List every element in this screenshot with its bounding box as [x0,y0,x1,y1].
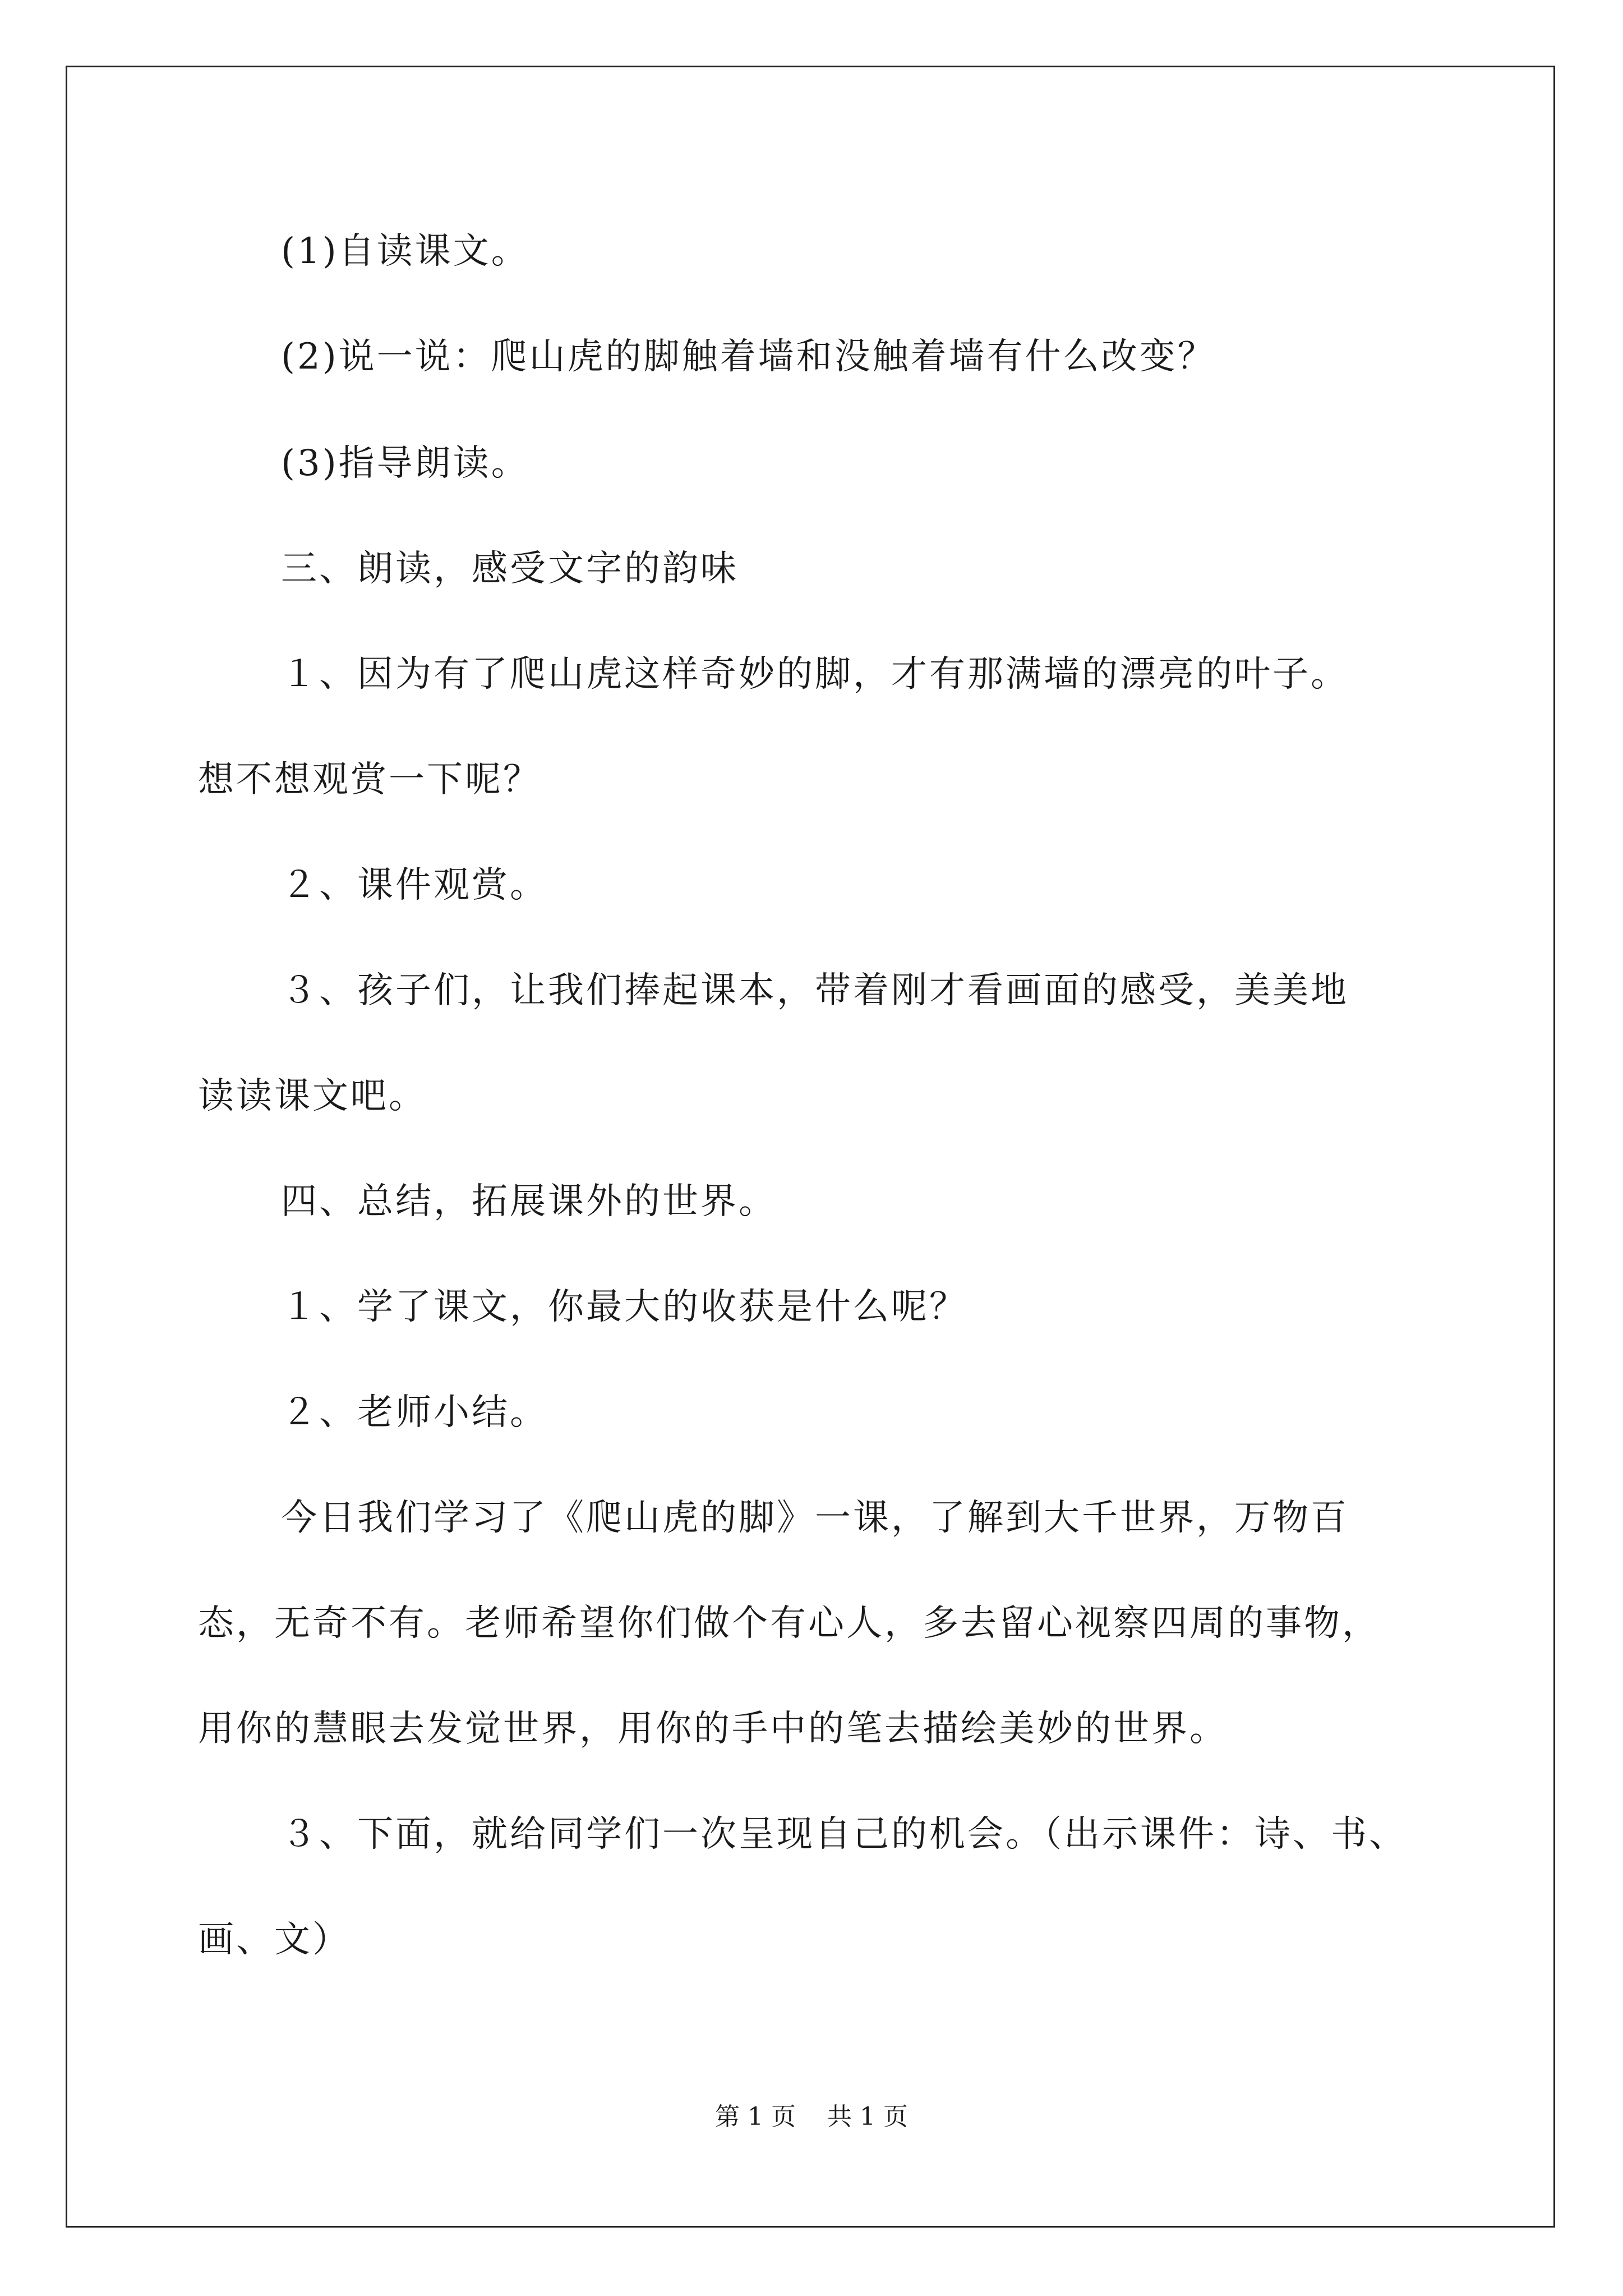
text-line-17: 画、文） [198,1919,351,1961]
text-line-15: 用你的慧眼去发觉世界，用你的手中的笔去描绘美妙的世界。 [198,1708,1228,1750]
page-border [66,66,1555,2228]
section-heading-4: 四、总结，拓展课外的世界。 [281,1181,777,1222]
page-footer: 第 1 页 共 1 页 [715,2102,908,2131]
text-line-9: 读读课文吧。 [198,1075,427,1117]
text-line-7: ２、课件观赏。 [281,864,548,906]
text-line-11: １、学了课文，你最大的收获是什么呢？ [281,1286,967,1328]
text-line-13: 今日我们学习了《爬山虎的脚》一课，了解到大千世界，万物百 [281,1497,1349,1539]
text-line-3: (3)指导朗读。 [281,443,529,484]
section-heading-3: 三、朗读，感受文字的韵味 [281,548,739,590]
text-line-5: １、因为有了爬山虎这样奇妙的脚，才有那满墙的漂亮的叶子。 [281,654,1349,695]
text-line-1: (1)自读课文。 [281,231,529,272]
text-line-16: ３、下面，就给同学们一次呈现自己的机会。（出示课件：诗、书、 [281,1814,1407,1855]
text-line-12: ２、老师小结。 [281,1392,548,1433]
text-line-2: (2)说一说：爬山虎的脚触着墙和没触着墙有什么改变？ [281,336,1216,378]
text-line-14: 态，无奇不有。老师希望你们做个有心人，多去留心视察四周的事物， [198,1603,1380,1644]
text-line-6: 想不想观赏一下呢？ [198,759,541,800]
text-line-8: ３、孩子们，让我们捧起课本，带着刚才看画面的感受，美美地 [281,970,1349,1011]
